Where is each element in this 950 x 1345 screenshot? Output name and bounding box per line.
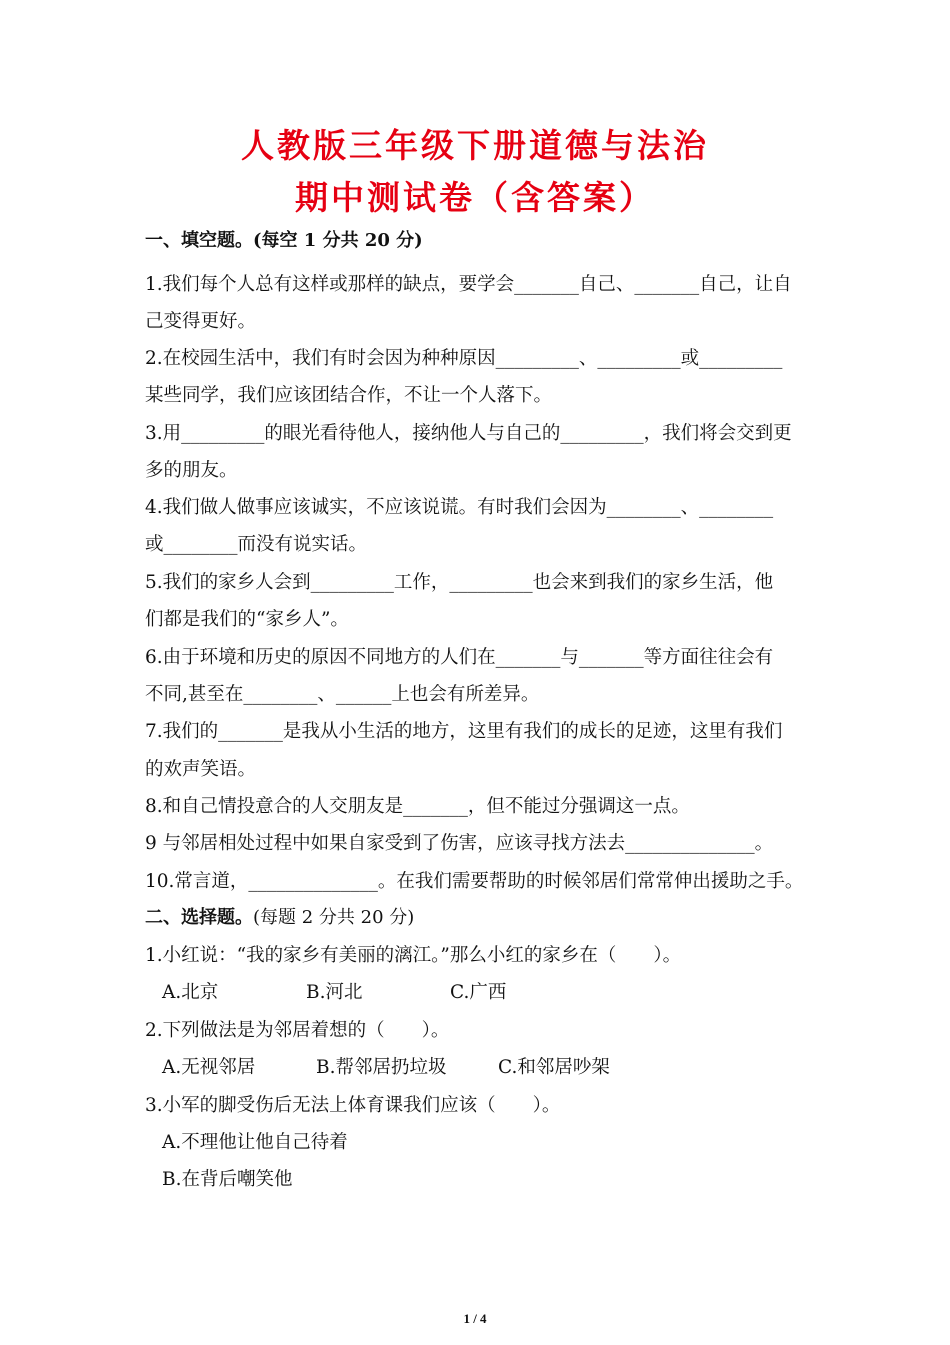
q1-line-1: 1.我们每个人总有这样或那样的缺点，要学会_______自己、_______自己，让自	[145, 274, 792, 295]
q9-line: 9 与邻居相处过程中如果自家受到了伤害，应该寻找方法去______________。	[145, 833, 774, 854]
q5-line-1: 5.我们的家乡人会到_________工作，_________也会来到我们的家乡生活，他	[145, 572, 774, 593]
q8-line: 8.和自己情投意合的人交朋友是_______，但不能过分强调这一点。	[145, 796, 690, 817]
title-line-2: 期中测试卷（含答案）	[295, 178, 655, 217]
section-1-note: (每空 1 分共 20 分)	[253, 230, 423, 251]
q6-line-2: 不同,甚至在________、______上也会有所差异。	[145, 684, 540, 705]
q2-line-1: 2.在校园生活中，我们有时会因为种种原因_________、_________或_________	[145, 348, 783, 369]
q1-line-2: 己变得更好。	[145, 311, 257, 332]
choice-q2-option-b: B.帮邻居扔垃圾	[316, 1057, 447, 1078]
choice-q1-stem: 1.小红说：“我的家乡有美丽的漓江。”那么小红的家乡在（ ）。	[145, 945, 682, 966]
choice-q1-option-a: A.北京	[162, 982, 219, 1003]
choice-q2-stem: 2.下列做法是为邻居着想的（ ）。	[145, 1020, 450, 1041]
choice-q3-option-a: A.不理他让他自己待着	[162, 1132, 348, 1153]
choice-q1-option-b: B.河北	[306, 982, 363, 1003]
section-1-heading	[145, 228, 810, 254]
q2-line-2: 某些同学，我们应该团结合作，不让一个人落下。	[145, 385, 553, 406]
choice-q2-option-c: C.和邻居吵架	[498, 1057, 610, 1078]
choice-q2-options	[162, 1055, 610, 1081]
q7-line-2: 的欢声笑语。	[145, 759, 257, 780]
page-number: 1 / 4	[463, 1311, 487, 1326]
q7-line-1: 7.我们的_______是我从小生活的地方，这里有我们的成长的足迹，这里有我们	[145, 721, 783, 742]
choice-q1-option-c: C.广西	[450, 982, 507, 1003]
q5-line-2: 们都是我们的“家乡人”。	[145, 609, 349, 630]
q6-line-1: 6.由于环境和历史的原因不同地方的人们在_______与_______等方面往往会有	[145, 647, 774, 668]
section-1-title: 一、填空题。	[145, 230, 253, 251]
section-2-heading	[145, 905, 810, 931]
choice-q3-option-b: B.在背后嘲笑他	[162, 1169, 293, 1190]
section-2-title: 二、选择题。	[145, 907, 253, 928]
choice-q3-stem: 3.小军的脚受伤后无法上体育课我们应该（ ）。	[145, 1095, 561, 1116]
q3-line-2: 多的朋友。	[145, 460, 238, 481]
section-2-note: (每题 2 分共 20 分)	[253, 907, 415, 928]
q10-line: 10.常言道，______________。在我们需要帮助的时候邻居们常常伸出援助之手。	[145, 871, 804, 892]
choice-q1-options	[162, 980, 506, 1006]
q4-line-1: 4.我们做人做事应该诚实，不应该说谎。有时我们会因为________、________	[145, 497, 774, 518]
choice-q2-option-a: A.无视邻居	[162, 1057, 256, 1078]
title-line-1: 人教版三年级下册道德与法治	[241, 126, 709, 165]
q4-line-2: 或________而没有说实话。	[145, 534, 368, 555]
q3-line-1: 3.用_________的眼光看待他人，接纳他人与自己的_________，我们将会交到更	[145, 423, 792, 444]
